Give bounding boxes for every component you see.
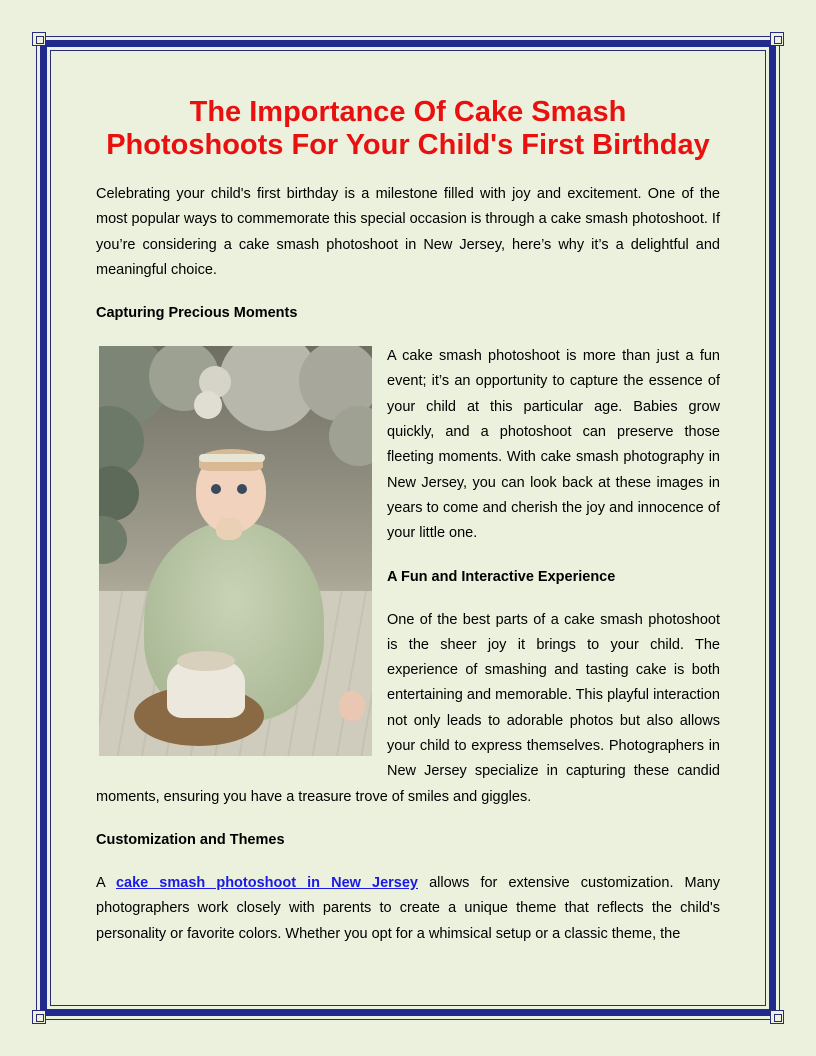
title-line-1: The Importance Of Cake Smash xyxy=(189,96,627,128)
title-line-2: Photoshoots For Your Child's First Birthday xyxy=(106,129,710,161)
intro-paragraph: Celebrating your child's first birthday is a milestone filled with joy and excitement. One of the most popular ways to commemorate this special occasion is through a cake smash photoshoot. If you’re considering a cake smash photoshoot in New Jersey, here’s why it’s a delightful and meaningful choice. xyxy=(96,186,720,278)
section-body-capturing-moments: A cake smash photoshoot is more than just a fun event; it’s an opportunity to capture the essence of your child at this particular age. Babies grow quickly, and a photoshoot can preserve those fleeting moments. With cake smash photography in New Jersey, you can look back at these images in years to come and cherish the joy and innocence of your little one. xyxy=(387,348,720,542)
section-heading-capturing-moments: Capturing Precious Moments xyxy=(96,305,298,322)
customization-suffix: allows for extensive customization. Many photographers work closely with parents to create a unique theme that reflects the child's personality or favorite colors. Whether you opt for a whimsical setup or a classic theme, the xyxy=(96,874,721,942)
section-body-customization xyxy=(96,871,720,947)
child-cake-smash-photo xyxy=(99,346,372,756)
section-heading-customization: Customization and Themes xyxy=(96,831,285,848)
border-corner-top-right xyxy=(770,32,784,46)
border-corner-bottom-left xyxy=(32,1010,46,1024)
page-title xyxy=(96,96,720,162)
customization-prefix: A xyxy=(96,874,116,891)
section-body-fun-experience: One of the best parts of a cake smash photoshoot is the sheer joy it brings to your child. The experience of smashing and tasting cake is both entertaining and memorable. This playful interaction not only leads to adorable photos but also allows your child to express themselves. Photographers in New Jersey specialize in capturing these candid moments, ensuring you have a treasure trove of smiles and giggles. xyxy=(96,611,720,805)
document-body xyxy=(96,96,720,965)
border-corner-bottom-right xyxy=(770,1010,784,1024)
border-corner-top-left xyxy=(32,32,46,46)
section-heading-fun-experience: A Fun and Interactive Experience xyxy=(387,568,616,585)
cake-smash-new-jersey-link[interactable]: cake smash photoshoot in New Jersey xyxy=(115,874,418,891)
